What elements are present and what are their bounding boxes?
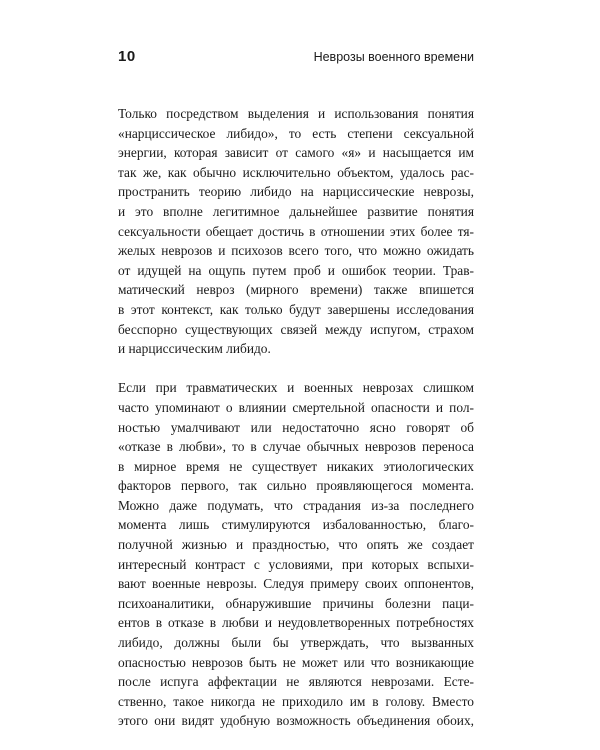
text-line: вают военные неврозы. Следуя примеру своих оппонентов, [118,576,474,592]
text-line: Только посредством выделения и использования понятия [118,106,474,121]
text-line: энергии, которая зависит от самого «я» и насыщается им [118,145,474,161]
page-header [118,48,474,74]
text-line: бесспорно существующих связей между испугом, страхом [118,321,474,337]
paragraph [118,104,474,359]
text-line: момента лишь стимулируются избалованностью, благо- [118,517,474,533]
text-line: в мирное время не существует никаких этиологических [118,458,474,474]
text-line: факторов первого, так сильно проявляющегося момента. [118,478,474,494]
text-line: и это вполне легитимное дальнейшее развитие понятия [118,203,474,219]
text-line: «отказе в любви», то в случае обычных неврозов переноса [118,439,474,455]
text-line: матический невроз (мирного времени) также впишется [118,282,474,298]
paragraph [118,378,474,731]
text-line: от идущей на ощупь путем проб и ошибок теории. Трав- [118,262,474,278]
text-line: ственно, такое никогда не приходило им в голову. Вместо [118,693,474,709]
text-line: либидо, должны были бы утверждать, что вызванных [118,635,474,651]
text-line: желых неврозов и психозов всего того, что можно ожидать [118,243,474,259]
running-title: Неврозы военного времени [313,50,474,64]
body-text [118,104,474,731]
page-number: 10 [118,48,136,65]
text-line: Если при травматических и военных неврозах слишком [118,380,474,396]
text-line: сексуальности обещает достичь в отношении этих более тя- [118,223,474,239]
text-line: после испуга аффектации не являются неврозами. Есте- [118,674,474,690]
text-line: в этот контекст, как только будут завершены исследования [118,301,474,317]
text-line: получной жизнью и праздностью, что опять же создает [118,537,474,553]
text-line: часто упоминают о влиянии смертельной опасности и пол- [118,399,474,415]
text-line: пространить теорию либидо на нарциссические неврозы, [118,184,474,200]
text-line: и нарциссическим либидо. [118,341,271,357]
text-line: этого они видят удобную возможность объединения обоих, [118,713,474,729]
text-line: так же, как обычно исключительно объектом, удалось рас- [118,164,474,180]
text-line: Можно даже подумать, что страдания из-за последнего [118,497,474,513]
text-line: ентов в отказе в любви и неудовлетворенных потребностях [118,615,474,631]
text-line: ностью умалчивают или недостаточно ясно говорят об [118,419,474,435]
text-line: опасностью неврозов быть не может или что возникающие [118,654,474,670]
text-line: интересный контраст с условиями, при которых вспыхи- [118,556,474,572]
text-line: психоаналитики, обнаружившие причины болезни паци- [118,595,474,611]
text-line: «нарциссическое либидо», то есть степени сексуальной [118,125,474,141]
